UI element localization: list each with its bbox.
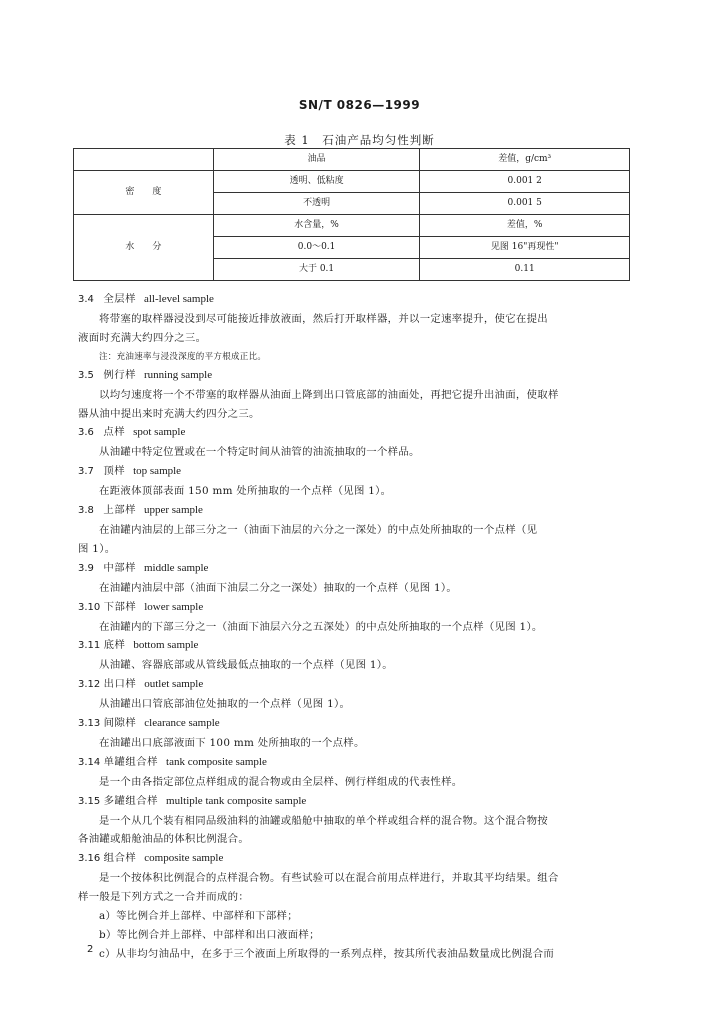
paragraph: 从油罐出口管底部油位处抽取的一个点样（见图 1）。 bbox=[99, 698, 351, 711]
term-cn: 中部样 bbox=[103, 561, 136, 574]
section-number: 3.9 bbox=[78, 562, 94, 574]
term-cn: 下部样 bbox=[103, 600, 137, 613]
section-number: 3.15 bbox=[78, 795, 101, 807]
water-label: 水 分 bbox=[74, 215, 214, 281]
page-number: 2 bbox=[87, 944, 94, 955]
term-cn: 例行样 bbox=[103, 368, 136, 381]
term-en: clearance sample bbox=[144, 717, 220, 730]
section-number: 3.16 bbox=[78, 853, 101, 865]
section-heading bbox=[78, 849, 638, 869]
term-en: upper sample bbox=[143, 504, 203, 517]
term-en: top sample bbox=[133, 465, 182, 478]
empty-cell bbox=[74, 149, 214, 171]
section-heading bbox=[78, 462, 638, 482]
paragraph: 在油罐出口底部液面下 100 mm 处所抽取的一个点样。 bbox=[99, 736, 365, 749]
term-en: lower sample bbox=[144, 600, 204, 613]
paragraph: 各油罐或船舱油品的体积比例混合。 bbox=[78, 833, 250, 846]
paragraph: 器从油中提出来时充满大约四分之三。 bbox=[78, 407, 260, 420]
term-en: multiple tank composite sample bbox=[166, 794, 307, 807]
term-cn: 顶样 bbox=[103, 465, 126, 478]
standard-header: SN/T 0826—1999 bbox=[298, 98, 421, 112]
term-en: outlet sample bbox=[144, 678, 204, 691]
paragraph: 从油罐中特定位置或在一个特定时间从油管的油流抽取的一个样品。 bbox=[99, 446, 420, 459]
note: 注：充油速率与浸没深度的平方根成正比。 bbox=[99, 351, 267, 362]
paragraph: 是一个从几个装有相同品级油料的油罐或船舱中抽取的单个样或组合样的混合物。这个混合物按 bbox=[99, 814, 549, 827]
section-heading bbox=[78, 290, 638, 310]
table-header-water-diff: 差值，% bbox=[420, 215, 630, 237]
table-cell: 0.11 bbox=[420, 259, 630, 281]
paragraph: 液面时充满大约四分之三。 bbox=[78, 331, 207, 344]
table-cell: 不透明 bbox=[213, 193, 420, 215]
term-en: spot sample bbox=[133, 426, 186, 439]
density-label: 密 度 bbox=[74, 171, 214, 215]
term-cn: 组合样 bbox=[103, 852, 137, 865]
term-cn: 出口样 bbox=[103, 678, 137, 691]
section-heading bbox=[78, 559, 638, 579]
term-en: all-level sample bbox=[143, 293, 214, 305]
table-cell: 0.001 2 bbox=[420, 171, 630, 193]
paragraph: 在距液体顶部表面 150 mm 处所抽取的一个点样（见图 1）。 bbox=[99, 485, 392, 498]
paragraph: 样一般是下列方式之一合并而成的： bbox=[78, 891, 250, 904]
table-header-water: 水含量，% bbox=[213, 215, 420, 237]
table-header-diff: 差值，g/cm³ bbox=[420, 149, 630, 171]
section-heading bbox=[78, 714, 638, 734]
section-number: 3.12 bbox=[78, 679, 101, 691]
section-number: 3.11 bbox=[78, 640, 101, 652]
section-number: 3.8 bbox=[78, 505, 94, 517]
term-cn: 点样 bbox=[103, 426, 126, 439]
paragraph: 从油罐、容器底部或从管线最低点抽取的一个点样（见图 1）。 bbox=[99, 659, 393, 672]
term-en: tank composite sample bbox=[166, 755, 267, 768]
section-number: 3.10 bbox=[78, 601, 101, 613]
section-heading bbox=[78, 366, 638, 386]
list-item: c）从非均匀油品中，在多于三个液面上所取得的一系列点样，按其所代表油品数量成比例混合而 bbox=[99, 947, 555, 960]
list-item: b）等比例合并上部样、中部样和出口液面样； bbox=[99, 929, 320, 941]
term-cn: 多罐组合样 bbox=[103, 794, 159, 807]
paragraph: 图 1）。 bbox=[78, 542, 116, 555]
table-cell: 透明、低粘度 bbox=[213, 171, 420, 193]
table-cell: 见图 16"再现性" bbox=[420, 237, 630, 259]
section-heading bbox=[78, 675, 638, 695]
term-en: bottom sample bbox=[133, 639, 199, 652]
term-cn: 上部样 bbox=[103, 504, 136, 517]
paragraph: 是一个由各指定部位点样组成的混合物或由全层样、例行样组成的代表性样。 bbox=[99, 775, 463, 788]
section-heading bbox=[78, 598, 638, 618]
paragraph: 是一个按体积比例混合的点样混合物。有些试验可以在混合前用点样进行，并取其平均结果。组合 bbox=[99, 872, 559, 885]
paragraph: 在油罐内油层中部（油面下油层二分之一深处）抽取的一个点样（见图 1）。 bbox=[99, 581, 458, 594]
list-item: a）等比例合并上部样、中部样和下部样； bbox=[99, 910, 298, 923]
table-caption: 表 1 石油产品均匀性判断 bbox=[284, 133, 435, 147]
table-row bbox=[74, 171, 630, 193]
table-row bbox=[74, 149, 630, 171]
paragraph: 在油罐内油层的上部三分之一（油面下油层的六分之一深处）的中点处所抽取的一个点样（见 bbox=[99, 523, 538, 536]
section-heading bbox=[78, 753, 638, 773]
section-number: 3.13 bbox=[78, 718, 101, 730]
term-cn: 间隙样 bbox=[103, 717, 137, 730]
paragraph: 在油罐内的下部三分之一（油面下油层六分之五深处）的中点处所抽取的一个点样（见图 1）。 bbox=[99, 620, 543, 633]
term-en: middle sample bbox=[143, 561, 209, 574]
table-row bbox=[74, 215, 630, 237]
section-heading bbox=[78, 501, 638, 521]
table-cell: 大于 0.1 bbox=[213, 259, 420, 281]
section-heading bbox=[78, 423, 638, 443]
term-en: running sample bbox=[143, 368, 213, 381]
section-heading bbox=[78, 792, 638, 812]
section-heading bbox=[78, 636, 638, 656]
term-cn: 单罐组合样 bbox=[103, 755, 159, 768]
section-number: 3.6 bbox=[78, 427, 94, 439]
paragraph: 将带塞的取样器浸没到尽可能接近排放液面，然后打开取样器，并以一定速率提升，使它在提出 bbox=[99, 312, 549, 325]
section-number: 3.5 bbox=[78, 369, 94, 381]
section-number: 3.14 bbox=[78, 756, 101, 768]
section-number: 3.4 bbox=[78, 294, 94, 305]
term-cn: 全层样 bbox=[103, 293, 136, 305]
homogeneity-table bbox=[73, 148, 630, 281]
term-cn: 底样 bbox=[103, 639, 126, 652]
table-cell: 0.001 5 bbox=[420, 193, 630, 215]
paragraph: 以均匀速度将一个不带塞的取样器从油面上降到出口管底部的油面处，再把它提升出油面，使取样 bbox=[99, 388, 559, 401]
definitions-content bbox=[78, 290, 638, 964]
section-number: 3.7 bbox=[78, 466, 94, 478]
table-cell: 0.0～0.1 bbox=[213, 237, 420, 259]
term-en: composite sample bbox=[144, 852, 224, 865]
table-header-product: 油品 bbox=[213, 149, 420, 171]
